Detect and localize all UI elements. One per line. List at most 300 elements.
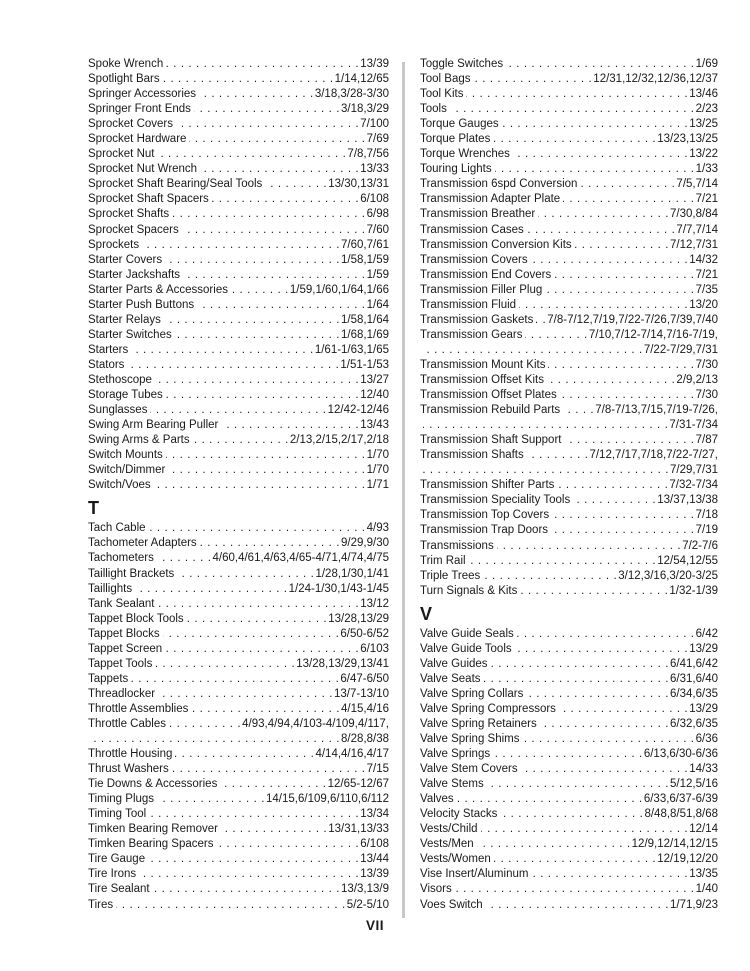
dot-leader [212,192,359,207]
dot-leader [552,508,695,523]
index-entry [88,117,389,132]
entry-label: Tire Irons [88,868,137,881]
dot-leader [231,283,289,298]
entry-page-refs: 1/69 [695,58,718,70]
entry-page-refs: 12/9,12/14,12/15 [631,838,718,851]
entry-label: Tie Downs & Accessories [88,778,218,791]
index-entry [88,162,389,177]
entry-label: Stethoscope [88,373,152,386]
dot-leader [506,57,695,72]
index-column-left [88,57,389,913]
dot-leader [220,777,326,792]
page-number: VII [365,918,384,933]
dot-leader [176,117,359,132]
dot-leader [191,702,340,717]
entry-label: Tool Bags [420,73,471,86]
index-entry [420,403,718,418]
index-entry [420,238,718,253]
entry-page-refs: 13/28,13/29 [328,612,389,625]
entry-label: Timing Plugs [88,793,155,806]
dot-leader [154,478,366,493]
index-entry [88,478,389,493]
entry-label: Transmission Rebuild Parts [420,404,561,417]
entry-page-refs: 7/21 [695,193,718,206]
dot-leader [547,373,675,388]
dot-leader [221,418,359,433]
index-entry [88,687,389,702]
entry-page-refs: 1/33 [695,163,718,176]
entry-label: Tappet Block Tools [88,612,184,625]
entry-page-refs: 7/7,7/14 [676,223,718,236]
entry-label: Tools [420,103,447,116]
entry-label: Transmission Covers [420,253,528,266]
dot-leader [513,147,688,162]
column-divider [402,62,405,918]
dot-leader [500,807,643,822]
entry-label: Threadlocker [88,687,156,700]
entry-label: Sprocket Hardware [88,133,187,146]
index-entry [88,627,389,642]
dot-leader [548,358,694,373]
dot-leader [557,478,668,493]
dot-leader [564,433,694,448]
entry-label: Stators [88,358,125,371]
index-entry [420,642,718,657]
index-entry [88,702,389,717]
entry-label: Starter Jackshafts [88,268,181,281]
entry-page-refs: 13/31,13/33 [328,823,389,836]
entry-label: Springer Accessories [88,88,197,101]
entry-page-refs: 7/31-7/34 [669,419,718,432]
entry-page-refs: 12/14 [689,823,718,836]
dot-leader [487,777,669,792]
entry-label: Timken Bearing Remover [88,823,218,836]
entry-label: Transmissions [420,539,494,552]
dot-leader [560,388,695,403]
dot-leader [554,268,694,283]
dot-leader [423,418,668,433]
dot-leader [163,627,340,642]
index-entry [88,536,389,551]
entry-page-refs: 6/108 [360,193,389,206]
entry-page-refs: 1/24-1/30,1/43-1/45 [288,582,389,595]
dot-leader [527,448,589,463]
entry-label: Torque Wrenches [420,148,510,161]
entry-page-refs: 13/39 [360,868,389,881]
dot-leader [497,539,681,554]
entry-label: Switch Mounts [88,449,163,462]
entry-page-refs: 14/33 [689,763,718,776]
index-entry [88,57,389,72]
index-entry [88,551,389,566]
entry-page-refs: 7/60,7/61 [341,238,389,251]
dot-leader [165,642,359,657]
entry-label: Swing Arms & Parts [88,434,190,447]
entry-page-refs: 1/28,1/30,1/41 [315,567,389,580]
dot-leader [200,162,359,177]
dot-leader [172,762,366,777]
index-entry [88,852,389,867]
entry-label: Valve Stems [420,778,484,791]
index-entry [88,373,389,388]
entry-page-refs: 6/31,6/40 [670,672,718,685]
entry-page-refs: 5/12,5/16 [670,778,718,791]
index-entry [420,72,718,87]
entry-label: Tappet Screen [88,642,163,655]
entry-page-refs: 13/29 [689,702,718,715]
entry-page-refs: 1/32-1/39 [669,584,718,597]
entry-label: Transmission Conversion Kits [420,238,572,251]
index-entry [420,539,718,554]
entry-page-refs: 12/42-12/46 [327,404,389,417]
index-entry [420,762,718,777]
index-entry [420,732,718,747]
entry-page-refs: 6/42 [695,627,718,640]
dot-leader [531,253,689,268]
entry-page-refs: 12/54,12/55 [657,554,718,567]
dot-leader [221,822,327,837]
entry-label: Touring Lights [420,163,492,176]
entry-label: Springer Front Ends [88,103,191,116]
dot-leader [116,898,346,913]
entry-label: Vests/Women [420,853,491,866]
dot-leader [525,328,587,343]
index-entry [88,358,389,373]
entry-page-refs: 3/18,3/29 [341,103,389,116]
dot-leader [536,313,546,328]
dot-leader [551,523,695,538]
index-entry [420,177,718,192]
entry-page-refs: 7/30,8/84 [670,208,718,221]
entry-label: Throttle Housing [88,748,173,761]
dot-leader [165,253,340,268]
entry-label: Triple Trees [420,569,481,582]
entry-page-refs: 13/46 [689,88,718,101]
dot-leader [166,448,366,463]
entry-label: Torque Gauges [420,118,499,131]
index-entry [88,807,389,822]
dot-leader [131,672,339,687]
entry-page-refs: 6/34,6/35 [670,687,718,700]
entry-page-refs: 6/32,6/35 [670,717,718,730]
index-entry [420,162,718,177]
entry-label: Transmission Speciality Tools [420,494,571,507]
index-entry [420,882,718,897]
dot-leader [127,358,339,373]
entry-label: Transmission Offset Kits [420,373,544,386]
entry-page-refs: 13/22 [689,148,718,161]
entry-label: Vise Insert/Aluminum [420,868,529,881]
entry-label: Throttle Assemblies [88,702,189,715]
entry-label: Tappets [88,672,129,685]
index-entry [420,584,718,599]
entry-page-refs: 7/87 [695,434,718,447]
dot-leader [158,687,333,702]
dot-leader [502,117,689,132]
index-entry [88,657,389,672]
entry-page-refs: 13/20 [689,298,718,311]
entry-page-refs: 4/93 [366,522,389,535]
entry-label: Sprocket Spacers [88,223,179,236]
dot-leader [194,102,340,117]
entry-page-refs: 6/108 [360,838,389,851]
entry-label: Throttle Cables [88,717,166,730]
index-entry [420,822,718,837]
index-entry [88,672,389,687]
entry-page-refs: 7/29,7/31 [670,464,718,477]
entry-label: Valve Seats [420,672,481,685]
entry-page-refs: 7/18 [695,509,718,522]
entry-page-refs: 1/70 [366,464,389,477]
dot-leader [538,207,669,222]
entry-page-refs: 13/29 [689,642,718,655]
entry-label: Transmission End Covers [420,268,552,281]
index-entry [88,898,389,913]
index-entry [420,627,718,642]
dot-leader [155,657,295,672]
index-entry [420,283,718,298]
index-entry [420,223,718,238]
entry-label: Switch/Dimmer [88,464,166,477]
dot-leader [149,807,359,822]
index-entry [88,433,389,448]
index-entry [420,747,718,762]
entry-page-refs: 7/35 [695,283,718,296]
entry-label: Spotlight Bars [88,73,160,86]
entry-label: Valve Guides [420,657,488,670]
entry-page-refs: 1/40 [695,883,718,896]
dot-leader [193,433,289,448]
entry-page-refs: 1/64 [366,298,389,311]
entry-label: Starters [88,343,129,356]
index-entry [420,508,718,523]
entry-label: Storage Tubes [88,389,163,402]
index-entry [88,463,389,478]
index-entry [88,777,389,792]
entry-label: Vests/Child [420,823,478,836]
index-entry [420,807,718,822]
index-entry [420,192,718,207]
entry-page-refs: 6/98 [366,208,389,221]
entry-label: Valve Guide Tools [420,642,512,655]
index-entry [88,882,389,897]
index-entry [88,867,389,882]
entry-page-refs: 13/35 [689,868,718,881]
entry-page-refs: 4/93,4/94,4/103-4/109,4/117, [242,717,389,730]
dot-leader [486,898,669,913]
dot-leader [148,852,359,867]
dot-leader [563,192,694,207]
dot-leader [157,147,346,162]
dot-leader [474,72,593,87]
dot-leader [164,313,340,328]
index-entry [88,207,389,222]
entry-label: Starter Covers [88,253,163,266]
dot-leader [163,72,334,87]
entry-page-refs: 6/36 [695,733,718,746]
entry-page-refs: 13/27 [360,373,389,386]
index-entry [88,268,389,283]
entry-page-refs: 7/2-7/6 [682,539,718,552]
entry-label: Velocity Stacks [420,808,498,821]
entry-label: Vests/Men [420,838,474,851]
dot-leader [131,343,314,358]
dot-leader [177,567,314,582]
dot-leader [493,747,643,762]
entry-label: Transmission Breather [420,208,536,221]
entry-label: Swing Arm Bearing Puller [88,419,219,432]
index-entry [420,867,718,882]
entry-page-refs: 7/5,7/14 [676,178,718,191]
entry-label: Transmission Trap Doors [420,524,549,537]
entry-page-refs: 13/34 [360,808,389,821]
index-entry [420,253,718,268]
entry-page-refs: 12/19,12/20 [657,853,718,866]
entry-label: Transmission Cases [420,223,524,236]
entry-label: Starter Switches [88,328,172,341]
entry-label: Valve Spring Retainers [420,717,537,730]
entry-page-refs: 8/28,8/38 [341,733,389,746]
index-entry [88,313,389,328]
index-entry [88,177,389,192]
entry-label: Sprocket Shafts [88,208,170,221]
entry-label: Sprockets [88,238,140,251]
entry-page-refs: 12/65-12/67 [327,778,389,791]
dot-leader [155,373,359,388]
index-entry [420,792,718,807]
entry-label: Valves [420,793,454,806]
index-entry [420,298,718,313]
entry-page-refs: 7/21 [695,268,718,281]
dot-leader [559,702,688,717]
index-entry [88,717,389,732]
index-entry [88,403,389,418]
entry-page-refs: 6/41,6/42 [670,657,718,670]
dot-leader [483,569,617,584]
entry-label: Visors [420,883,452,896]
dot-leader [491,657,669,672]
dot-leader [423,343,643,358]
entry-page-refs: 7/8,7/56 [347,148,389,161]
dot-leader [540,717,669,732]
entry-page-refs: 13/25 [689,118,718,131]
index-entry-continuation [88,732,389,747]
index-entry [88,747,389,762]
entry-label: Transmission Gaskets [420,313,534,326]
dot-leader [200,536,340,551]
entry-label: Transmission Fluid [420,298,517,311]
index-entry [420,268,718,283]
index-entry [88,253,389,268]
index-entry [420,388,718,403]
entry-label: Sprocket Shaft Spacers [88,193,209,206]
index-entry-continuation [420,343,718,358]
entry-page-refs: 6/103 [360,642,389,655]
entry-label: Thrust Washers [88,763,169,776]
index-entry [420,358,718,373]
dot-leader [526,687,669,702]
dot-leader [142,238,340,253]
entry-label: Transmission Offset Plates [420,389,557,402]
index-entry [88,822,389,837]
index-entry [88,792,389,807]
entry-label: Trim Rail [420,554,466,567]
entry-page-refs: 13/3,13/9 [341,883,389,896]
index-entry [420,147,718,162]
entry-label: Valve Springs [420,748,491,761]
dot-leader [157,792,265,807]
index-entry [420,837,718,852]
entry-label: Valve Spring Collars [420,687,524,700]
index-entry [420,57,718,72]
index-entry [420,777,718,792]
dot-leader [150,403,326,418]
index-entry [420,702,718,717]
entry-page-refs: 7/100 [360,118,389,131]
index-entry [88,192,389,207]
dot-leader [158,597,360,612]
dot-leader [484,672,670,687]
dot-leader [189,132,365,147]
entry-page-refs: 5/2-5/10 [346,898,389,911]
index-entry-continuation [420,418,718,433]
entry-page-refs: 4/14,4/16,4/17 [315,748,389,761]
dot-leader [469,554,657,569]
index-entry [420,493,718,508]
entry-label: Switch/Voes [88,479,151,492]
dot-leader [187,612,328,627]
entry-page-refs: 7/15 [366,763,389,776]
entry-label: Timing Tool [88,808,147,821]
dot-leader [521,762,689,777]
index-entry [88,102,389,117]
entry-page-refs: 13/37,13/38 [657,494,718,507]
entry-page-refs: 2/13,2/15,2/17,2/18 [289,434,389,447]
dot-leader [450,102,695,117]
dot-leader [563,403,594,418]
index-entry [88,298,389,313]
dot-leader [580,177,675,192]
entry-page-refs: 6/47-6/50 [340,672,389,685]
index-entry [420,852,718,867]
index-entry [420,478,718,493]
index-entry [420,523,718,538]
entry-label: Valve Spring Shims [420,733,520,746]
dot-leader [139,867,359,882]
index-entry [88,612,389,627]
entry-page-refs: 13/30,13/31 [328,178,389,191]
dot-leader [157,551,212,566]
index-entry [88,448,389,463]
entry-page-refs: 13/23,13/25 [657,133,718,146]
index-entry [88,418,389,433]
entry-page-refs: 1/71,9/23 [670,898,718,911]
index-entry [420,313,718,328]
index-entry [420,207,718,222]
index-entry [88,582,389,597]
entry-label: Starter Relays [88,313,161,326]
entry-label: Taillights [88,582,133,595]
entry-label: Torque Plates [420,133,491,146]
dot-leader [199,87,314,102]
dot-leader [523,732,695,747]
entry-label: Transmission Shafts [420,449,524,462]
index-entry [420,102,718,117]
index-entry [420,117,718,132]
entry-page-refs: 7/8-7/13,7/15,7/19-7/26, [595,404,718,417]
entry-label: Starter Parts & Accessories [88,283,228,296]
entry-page-refs: 1/58,1/59 [341,253,389,266]
